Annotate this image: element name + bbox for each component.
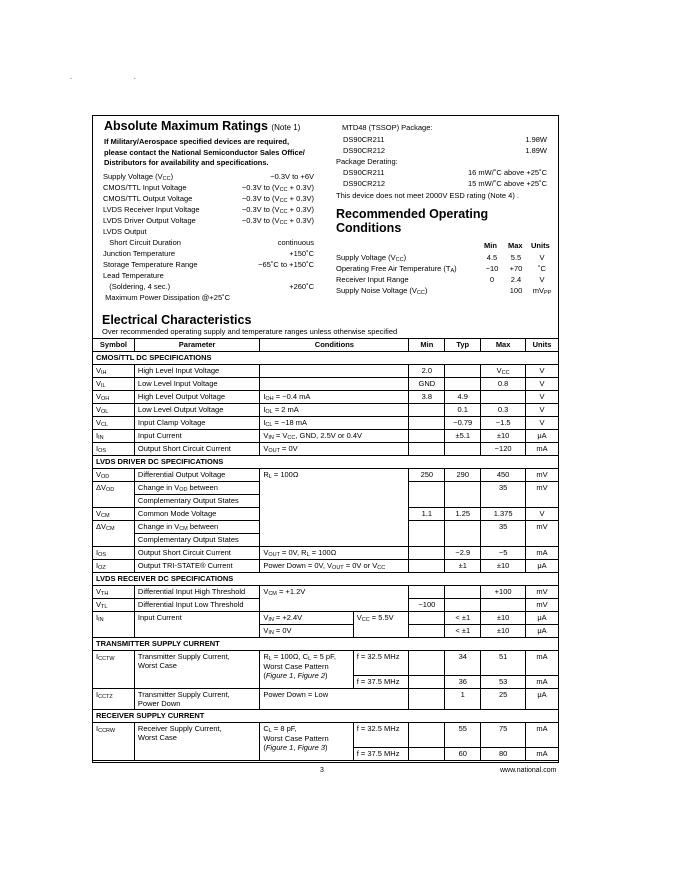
conditions-cell: Power Down = Low [260,689,409,710]
typ-cell: 55 [445,723,481,748]
table-row [93,586,559,599]
rec-op-label: Supply Voltage $(V_{CC})$ [336,253,407,263]
typ-cell [445,378,481,391]
max-cell: 35 [481,521,526,547]
max-cell: ±10 [481,625,526,638]
max-cell: ±10 [481,430,526,443]
parameter-cell: Change in $V_{CM}$ between [134,521,259,534]
typ-cell [445,599,481,612]
typ-cell: 1.25 [445,508,481,521]
abs-max-value: −0.3V to $(V_{CC} + 0.3V)$ [241,216,314,226]
subscript: CM [268,591,277,597]
rec-op-max: 5.5 [510,253,522,262]
section-heading: LVDS RECEIVER DC SPECIFICATIONS [93,573,559,586]
footer-url: www.national.com [500,767,557,774]
symbol-cell: $V_{CL}$ [93,417,135,430]
conditions-cell: $I_{CL} = -18$ mA [260,417,409,430]
subscript: L [308,656,312,662]
symbol-cell: $V_{TL}$ [93,599,135,612]
min-cell [409,651,445,676]
rec-op-header-units: Units [531,241,550,250]
abs-max-label: LVDS Driver Output Voltage [103,216,196,225]
rec-op-header-min: Min [484,241,497,250]
symbol-cell: $V_{OL}$ [93,404,135,417]
derating-part: DS90CR212 [343,179,386,188]
subscript: L [306,552,310,558]
subscript: OZ [98,565,106,571]
units-cell: mV [526,599,559,612]
col-conditions: Conditions [260,339,409,352]
symbol-cell: $I_{IN}$ [93,612,135,638]
derating-value: 15 mW/˚C above +25˚C [468,179,547,188]
conditions-cell: $V_{CC} = 5.5V$ [353,612,409,638]
elec-title: Electrical Characteristics [102,313,252,327]
derating-title: Package Derating: [336,157,398,166]
col-units: Units [526,339,559,352]
min-cell [409,748,445,761]
subscript: IN [268,630,274,636]
units-cell: μA [526,612,559,625]
subscript: OH [101,396,110,402]
max-cell: −5 [481,547,526,560]
section-row [93,456,559,469]
subscript: CC [162,176,171,182]
parameter-cell: Transmitter Supply Current, Worst Case [134,651,259,689]
symbol-cell: $V_{OD}$ [93,469,135,482]
parameter-cell: Input Current [134,612,259,638]
symbol-cell: $\Delta V_{OD}$ [93,482,135,508]
subscript: CC [361,617,370,623]
max-cell: ±10 [481,560,526,573]
abs-max-label: Lead Temperature [103,271,164,280]
subscript: CC [287,435,296,441]
subscript: CL [265,422,273,428]
parameter-cell: Low Level Output Voltage [134,404,259,417]
min-cell: 3.8 [409,391,445,404]
conditions-cell: $R_L = 100\Omega$, $C_L = 5$ pF, Worst Case Pattern (Figure 1, Figure 2) [260,651,353,689]
table-row [93,723,559,748]
section-heading: TRANSMITTER SUPPLY CURRENT [93,638,559,651]
table-row [93,365,559,378]
typ-cell: −0.79 [445,417,481,430]
conditions-cell: Power Down = 0V, $V_{OUT} = 0V$ or $V_{CC}$ [260,560,409,573]
parameter-cell: Differential Output Voltage [134,469,259,482]
typ-cell: 60 [445,748,481,761]
table-row [93,391,559,404]
min-cell [409,612,445,625]
conditions-cell: $V_{IN} = +2.4V$ [260,612,353,625]
subscript: OH [265,396,274,402]
subscript: CCRW [98,728,116,734]
symbol-cell: $V_{IH}$ [93,365,135,378]
units-cell: V [526,378,559,391]
subscript: OUT [332,565,344,571]
package-power: 1.89W [525,146,547,155]
table-row [93,417,559,430]
symbol-cell: $V_{OH}$ [93,391,135,404]
subscript: IN [268,617,274,623]
subscript: OS [98,552,107,558]
min-cell [409,443,445,456]
typ-cell [445,365,481,378]
rec-op-label: Operating Free Air Temperature $(T_A)$ [336,264,457,274]
figure-ref: Figure 2 [297,671,326,680]
subscript: OD [106,487,115,493]
subscript: OL [265,409,273,415]
frequency-cell: f = 37.5 MHz [353,748,409,761]
parameter-cell: Input Clamp Voltage [134,417,259,430]
units-cell: V [526,365,559,378]
max-cell [481,391,526,404]
units-cell: mA [526,676,559,689]
frequency-cell: f = 32.5 MHz [353,723,409,748]
rec-op-units: ˚C [538,264,546,273]
derating-value: 16 mW/˚C above +25˚C [468,168,547,177]
abs-max-value: −0.3V to +6V [270,172,314,181]
max-cell [481,599,526,612]
abs-max-note: (Note 1) [271,123,301,132]
subscript: CM [101,513,110,519]
symbol-cell: $I_{CCRW}$ [93,723,135,761]
min-cell [409,689,445,710]
abs-max-value: continuous [277,238,314,247]
rec-op-label: Supply Noise Voltage $(V_{CC})$ [336,286,428,296]
abs-max-label: Short Circuit Duration [103,238,181,247]
max-cell: ±10 [481,612,526,625]
rec-op-max: +70 [509,264,523,273]
subscript: CL [101,422,109,428]
min-cell [409,547,445,560]
parameter-cell: Input Current [134,430,259,443]
parameter-cell: Differential Input Low Threshold [134,599,259,612]
package-power: 1.98W [525,135,547,144]
min-cell [409,676,445,689]
section-heading: RECEIVER SUPPLY CURRENT [93,710,559,723]
abs-max-label: LVDS Output [103,227,147,236]
typ-cell: 1 [445,689,481,710]
parameter-cell: Differential Input High Threshold [134,586,259,599]
typ-cell [445,521,481,547]
subscript: PP [543,290,552,296]
parameter-cell: Output TRI-STATE® Current [134,560,259,573]
table-row [93,443,559,456]
subscript: CCTZ [98,694,113,700]
conditions-cell: $R_L = 100\Omega$ [260,469,409,547]
figure-ref: Figure 3 [297,743,326,752]
units-cell: V [526,391,559,404]
package-part: DS90CR212 [343,146,386,155]
conditions-cell: $V_{IN} = 0V$ [260,625,353,638]
max-cell: 35 [481,482,526,508]
subscript: L [268,728,272,734]
subscript: IL [101,383,106,389]
rec-op-max: 2.4 [510,275,522,284]
units-cell: mV [526,469,559,482]
subscript: OUT [268,552,280,558]
abs-max-value: +150˚C [289,249,314,258]
abs-max-label: CMOS/TTL Input Voltage [103,183,187,192]
frequency-cell: f = 32.5 MHz [353,651,409,676]
typ-cell: < ±1 [445,625,481,638]
parameter-cell: Receiver Supply Current, Worst Case [134,723,259,761]
typ-cell: ±5.1 [445,430,481,443]
subscript: CM [179,526,188,532]
subscript: IN [98,435,104,441]
parameter-cell: Complementary Output States [134,495,259,508]
col-min: Min [409,339,445,352]
subscript: OL [101,409,109,415]
subscript: CC [416,290,425,296]
abs-max-value: −0.3V to $(V_{CC} + 0.3V)$ [241,194,314,204]
conditions-cell: $V_{OUT} = 0V$ [260,443,409,456]
max-cell: 75 [481,723,526,748]
conditions-cell: $V_{OUT} = 0V$, $R_L = 100\Omega$ [260,547,409,560]
section-heading: LVDS DRIVER DC SPECIFICATIONS [93,456,559,469]
subscript: CC [501,370,510,376]
abs-max-label: CMOS/TTL Output Voltage [103,194,193,203]
parameter-cell: Transmitter Supply Current, Power Down [134,689,259,710]
table-row [93,404,559,417]
symbol-cell: $I_{IN}$ [93,430,135,443]
abs-max-value: −0.3V to $(V_{CC} + 0.3V)$ [241,205,314,215]
max-cell: −120 [481,443,526,456]
rec-op-min: 0 [489,275,495,284]
typ-cell: ±1 [445,560,481,573]
units-cell: μA [526,560,559,573]
conditions-cell [260,365,409,378]
conditions-cell: $I_{OL} = 2$ mA [260,404,409,417]
subscript: OUT [268,448,280,454]
abs-max-label: Maximum Power Dissipation @+25˚C [103,293,231,302]
parameter-cell: High Level Input Voltage [134,365,259,378]
symbol-cell: $I_{CCTW}$ [93,651,135,689]
rec-op-label: Receiver Input Range [336,275,409,284]
abs-max-label: Junction Temperature [103,249,175,258]
typ-cell: 36 [445,676,481,689]
units-cell: V [526,508,559,521]
table-row [93,469,559,482]
abs-max-title: Absolute Maximum Ratings (Note 1) [104,119,301,133]
col-typ: Typ [445,339,481,352]
abs-max-label: Storage Temperature Range [103,260,198,269]
subscript: TL [101,604,108,610]
units-cell: mA [526,723,559,748]
min-cell: 1.1 [409,508,445,521]
min-cell: 250 [409,469,445,482]
abs-max-label: Supply Voltage $(V_{CC})$ [103,172,174,182]
abs-max-label: (Soldering, 4 sec.) [103,282,171,291]
parameter-cell: Output Short Circuit Current [134,443,259,456]
min-cell [409,404,445,417]
subscript: OD [179,487,188,493]
subscript: CC [377,565,386,571]
symbol-cell: $\Delta V_{CM}$ [93,521,135,547]
table-row [93,430,559,443]
typ-cell: 4.9 [445,391,481,404]
units-cell: mA [526,748,559,761]
units-cell: mV [526,586,559,599]
parameter-cell: Common Mode Voltage [134,508,259,521]
col-max: Max [481,339,526,352]
subscript: L [268,474,272,480]
min-cell [409,430,445,443]
max-cell: 25 [481,689,526,710]
units-cell: V [526,417,559,430]
table-row [93,560,559,573]
max-cell: 1.375 [481,508,526,521]
subscript: CM [106,526,115,532]
subscript: CC [279,220,288,226]
units-cell: μA [526,689,559,710]
subscript: CC [395,257,404,263]
subscript: IN [98,617,104,623]
conditions-cell [260,378,409,391]
units-cell: mA [526,651,559,676]
subscript: CC [279,198,288,204]
figure-ref: Figure 1 [265,671,294,680]
section-row [93,710,559,723]
frequency-cell: f = 37.5 MHz [353,676,409,689]
abs-max-value: +260˚C [289,282,314,291]
rec-op-units: V [539,275,545,284]
rec-op-min: 4.5 [486,253,498,262]
corner-marks: . . [70,74,166,81]
min-cell [409,482,445,508]
typ-cell: 290 [445,469,481,482]
conditions-cell: $I_{OH} = -0.4$ mA [260,391,409,404]
min-cell: 2.0 [409,365,445,378]
min-cell [409,560,445,573]
parameter-cell: Output Short Circuit Current [134,547,259,560]
min-cell: GND [409,378,445,391]
rec-op-title: Recommended Operating Conditions [336,207,489,235]
conditions-cell: $C_L = 8$ pF, Worst Case Pattern (Figure 1, Figure 3) [260,723,353,761]
table-row [93,378,559,391]
subscript: CCTW [98,656,115,662]
page-number: 3 [320,767,324,774]
units-cell: μA [526,625,559,638]
subscript: OS [98,448,107,454]
symbol-cell: $I_{CCTZ}$ [93,689,135,710]
abs-max-label: LVDS Receiver Input Voltage [103,205,200,214]
subscript: IN [268,435,274,441]
symbol-cell: $V_{TH}$ [93,586,135,599]
symbol-cell: $I_{OS}$ [93,547,135,560]
conditions-cell: $V_{CM} = +1.2V$ [260,586,409,612]
rec-op-min: −10 [485,264,499,273]
symbol-cell: $I_{OZ}$ [93,560,135,573]
max-cell: 51 [481,651,526,676]
min-cell: −100 [409,599,445,612]
table-row [93,612,559,625]
typ-cell [445,443,481,456]
package-title: MTD48 (TSSOP) Package: [342,123,433,132]
units-cell: mA [526,443,559,456]
subscript: TH [101,591,109,597]
subscript: CC [279,209,288,215]
subscript: CC [279,187,288,193]
table-row [93,547,559,560]
min-cell [409,417,445,430]
esd-note: This device does not meet 2000V ESD rating (Note 4) . [336,191,520,200]
max-cell: 53 [481,676,526,689]
subscript: IH [101,370,107,376]
units-cell: mV [526,482,559,508]
min-cell [409,625,445,638]
max-cell: 0.8 [481,378,526,391]
elec-header-row [93,339,559,352]
col-symbol: Symbol [93,339,135,352]
conditions-cell: $V_{IN} = V_{CC}$, GND, 2.5V or 0.4V [260,430,409,443]
derating-part: DS90CR211 [343,168,385,177]
typ-cell: −2.9 [445,547,481,560]
units-cell: mV [526,521,559,547]
parameter-cell: High Level Output Voltage [134,391,259,404]
min-cell [409,586,445,599]
section-heading: CMOS/TTL DC SPECIFICATIONS [93,352,559,365]
symbol-cell: $V_{CM}$ [93,508,135,521]
typ-cell: 34 [445,651,481,676]
rec-op-header-max: Max [508,241,523,250]
typ-cell: 0.1 [445,404,481,417]
section-row [93,638,559,651]
max-cell: +100 [481,586,526,599]
symbol-cell: $V_{IL}$ [93,378,135,391]
rec-op-units: $mV_{PP}$ [532,286,552,296]
min-cell [409,723,445,748]
parameter-cell: Low Level Input Voltage [134,378,259,391]
package-part: DS90CR211 [343,135,385,144]
units-cell: μA [526,430,559,443]
military-warning: If Military/Aerospace specified devices are required, please contact the National Semiconductor Sales Office/ Distributors for availability and specifications. [104,137,305,167]
typ-cell [445,482,481,508]
max-cell: 450 [481,469,526,482]
table-row [93,689,559,710]
subscript: L [268,656,272,662]
section-row [93,573,559,586]
units-cell: V [526,404,559,417]
min-cell [409,521,445,547]
rec-op-max: 100 [509,286,523,295]
frame-bottom-rule [92,762,559,763]
abs-max-section [104,119,300,133]
section-row [93,352,559,365]
abs-max-value: −0.3V to $(V_{CC} + 0.3V)$ [241,183,314,193]
table-row [93,651,559,676]
parameter-cell: Change in $V_{OD}$ between [134,482,259,495]
units-cell: mA [526,547,559,560]
subscript: OD [101,474,110,480]
max-cell: 0.3 [481,404,526,417]
max-cell: $V_{CC}$ [481,365,526,378]
typ-cell [445,586,481,599]
figure-ref: Figure 1 [265,743,294,752]
typ-cell: < ±1 [445,612,481,625]
elec-subtitle: Over recommended operating supply and temperature ranges unless otherwise specified [102,327,398,336]
elec-table [92,338,559,761]
subscript: A [450,268,455,274]
parameter-cell: Complementary Output States [134,534,259,547]
symbol-cell: $I_{OS}$ [93,443,135,456]
abs-max-value: −65˚C to +150˚C [258,260,314,269]
rec-op-units: V [539,253,545,262]
max-cell: 80 [481,748,526,761]
max-cell: −1.5 [481,417,526,430]
col-parameter: Parameter [134,339,259,352]
